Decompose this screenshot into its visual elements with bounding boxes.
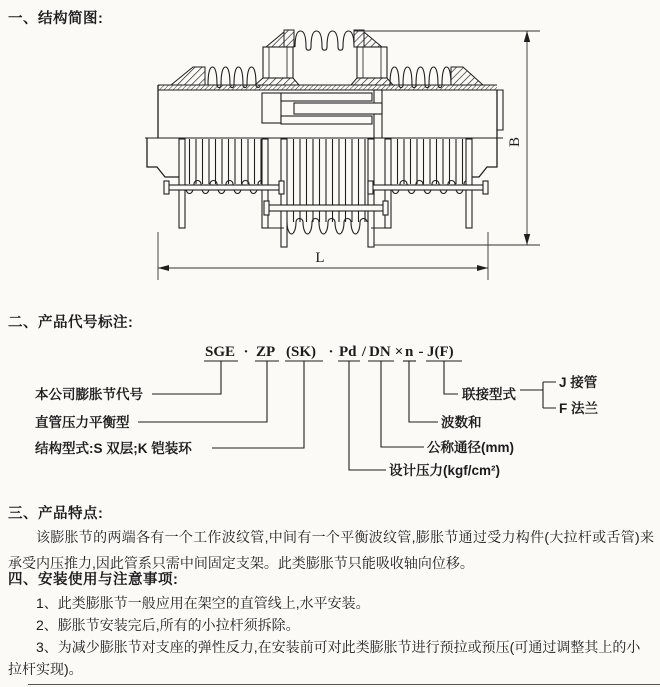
dim-label-b: B [507, 136, 523, 148]
label-balance: 直管压力平衡型 [35, 415, 130, 430]
label-dn: 公称通径(mm) [427, 440, 514, 455]
code-n: n [405, 344, 414, 360]
section2-title: 二、产品代号标注: [8, 315, 134, 331]
section1-title: 一、结构简图: [8, 11, 104, 27]
code-sep1: · [243, 344, 249, 360]
product-code-diagram [0, 338, 660, 498]
code-times: × [394, 344, 404, 360]
section4-title: 四、安装使用与注意事项: [8, 572, 179, 588]
label-waves: 波数和 [441, 415, 482, 430]
flange-blocks [255, 47, 393, 85]
code-struct: (SK) [286, 344, 316, 360]
right-end-fitting [451, 67, 483, 85]
code-slash: / [361, 344, 367, 360]
code-dn: DN [369, 344, 391, 360]
label-conn: 联接型式 [462, 387, 516, 402]
label-conn-j: J 接管 [559, 375, 598, 390]
page-bottom-rule [28, 684, 660, 685]
label-company: 本公司膨胀节代号 [35, 387, 143, 402]
section4-notes [8, 592, 654, 680]
code-sep2: · [328, 344, 334, 360]
code-type: ZP [256, 344, 276, 360]
label-conn-f: F 法兰 [559, 401, 598, 416]
section-view [145, 30, 503, 138]
code-pressure: Pd [339, 344, 357, 360]
left-end-fitting [171, 67, 205, 85]
feature-paragraph: 该膨胀节的两端各有一个工作波纹管,中间有一个平衡波纹管,膨胀节通过受力构件(大拉杆或舌管)来承受内压推力,因此管系只需中间固定支架。此类膨胀节只能吸收轴向位移。 [8, 529, 654, 571]
structure-diagram [0, 0, 660, 308]
balance-bellows-collars [266, 30, 382, 47]
external-view [147, 138, 497, 247]
product-code [205, 344, 454, 360]
code-dash: - [418, 344, 424, 360]
code-company: SGE [205, 344, 236, 360]
label-pressure: 设计压力(kgf/cm²) [389, 463, 500, 478]
section3-title: 三、产品特点: [8, 506, 104, 522]
left-pipe-stub [147, 138, 179, 177]
right-pipe-stub [472, 138, 497, 177]
code-conn: J(F) [427, 344, 454, 360]
note-item-1: 1、此类膨胀节一般应用在架空的直管线上,水平安装。 [36, 595, 370, 611]
tongue-plate [294, 103, 382, 114]
dimension-l [158, 232, 488, 280]
balance-bellows [295, 31, 354, 50]
note-item-2: 2、膨胀节安装完后,所有的小拉杆须拆除。 [36, 617, 300, 633]
note-item-3: 3、为减少膨胀节对支座的弹性反力,在安装前可对此类膨胀节进行预拉或预压(可通过调整其上的小拉杆实现)。 [8, 639, 641, 677]
dim-label-l: L [315, 250, 325, 266]
label-struct: 结构型式:S 双层;K 铠装环 [35, 441, 192, 456]
